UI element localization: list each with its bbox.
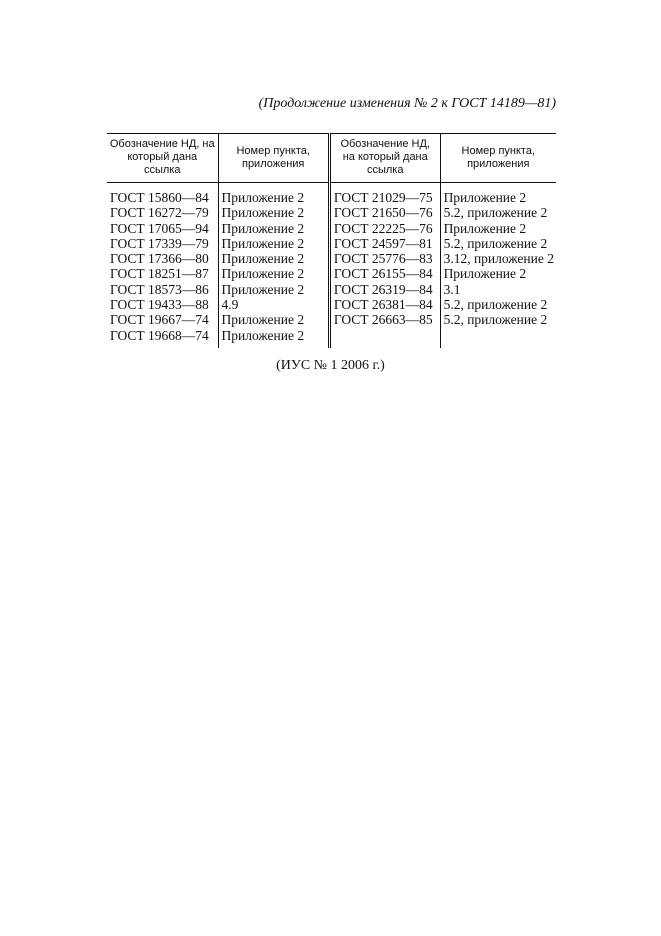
nd-cell: ГОСТ 16272—79 bbox=[107, 205, 218, 220]
nd-cell: ГОСТ 17366—80 bbox=[107, 251, 218, 266]
clause-cell: Приложение 2 bbox=[218, 251, 329, 266]
nd-cell: ГОСТ 21029—75 bbox=[329, 183, 440, 206]
nd-cell: ГОСТ 19433—88 bbox=[107, 297, 218, 312]
ius-footer: (ИУС № 1 2006 г.) bbox=[276, 358, 385, 373]
table-row bbox=[107, 221, 556, 236]
nd-cell: ГОСТ 19668—74 bbox=[107, 328, 218, 348]
table-row bbox=[107, 205, 556, 220]
clause-cell: 5.2, приложение 2 bbox=[443, 235, 548, 251]
nd-cell: ГОСТ 15860—84 bbox=[107, 183, 218, 206]
table-row bbox=[107, 282, 556, 297]
table-row bbox=[107, 183, 556, 206]
table-row bbox=[107, 328, 556, 348]
header-clause-1: Номер пункта, приложения bbox=[218, 134, 329, 183]
nd-cell: ГОСТ 18573—86 bbox=[107, 282, 218, 297]
nd-cell: ГОСТ 17339—79 bbox=[107, 236, 218, 251]
nd-cell: ГОСТ 26319—84 bbox=[329, 282, 440, 297]
table-row bbox=[107, 266, 556, 281]
nd-cell: ГОСТ 17065—94 bbox=[107, 221, 218, 236]
clause-cell: Приложение 2 bbox=[218, 183, 329, 206]
clause-cell: 5.2, приложение 2 bbox=[443, 312, 548, 328]
nd-cell: ГОСТ 25776—83 bbox=[329, 251, 440, 266]
clause-cell: Приложение 2 bbox=[218, 236, 329, 251]
clause-cell: Приложение 2 bbox=[218, 205, 329, 220]
table-row bbox=[107, 312, 556, 327]
header-nd-2: Обозначение НД, на который дана ссылка bbox=[329, 134, 440, 183]
table-row bbox=[107, 251, 556, 266]
nd-cell: ГОСТ 21650—76 bbox=[329, 205, 440, 220]
nd-cell: ГОСТ 26663—85 bbox=[329, 312, 440, 327]
nd-cell bbox=[329, 328, 440, 348]
nd-cell: ГОСТ 26155—84 bbox=[329, 266, 440, 281]
clause-cell: 3.12, приложение 2 bbox=[443, 251, 554, 267]
clause-cell: 4.9 bbox=[218, 297, 329, 312]
table-row bbox=[107, 297, 556, 312]
clause-cell: Приложение 2 bbox=[218, 221, 329, 236]
table-row bbox=[107, 236, 556, 251]
clause-cell: Приложение 2 bbox=[443, 190, 527, 205]
clause-cell: Приложение 2 bbox=[218, 328, 329, 348]
clause-cell: 5.2, приложение 2 bbox=[443, 297, 548, 313]
nd-cell: ГОСТ 22225—76 bbox=[329, 221, 440, 236]
clause-cell bbox=[440, 328, 556, 348]
clause-cell: Приложение 2 bbox=[443, 220, 527, 236]
table-header-row bbox=[107, 134, 556, 183]
clause-cell: Приложение 2 bbox=[218, 266, 329, 281]
references-table bbox=[107, 133, 556, 348]
nd-cell: ГОСТ 18251—87 bbox=[107, 266, 218, 281]
clause-cell: 5.2, приложение 2 bbox=[443, 205, 548, 221]
nd-cell: ГОСТ 24597—81 bbox=[329, 236, 440, 251]
nd-cell: ГОСТ 19667—74 bbox=[107, 312, 218, 327]
clause-cell: Приложение 2 bbox=[443, 266, 527, 282]
clause-cell: 3.1 bbox=[443, 281, 461, 297]
header-clause-2: Номер пункта, приложения bbox=[440, 134, 556, 183]
clause-cell: Приложение 2 bbox=[218, 282, 329, 297]
header-nd-1: Обозначение НД, на который дана ссылка bbox=[107, 134, 218, 183]
clause-cell: Приложение 2 bbox=[218, 312, 329, 327]
continuation-heading: (Продолжение изменения № 2 к ГОСТ 14189—81) bbox=[258, 96, 556, 111]
nd-cell: ГОСТ 26381—84 bbox=[329, 297, 440, 312]
